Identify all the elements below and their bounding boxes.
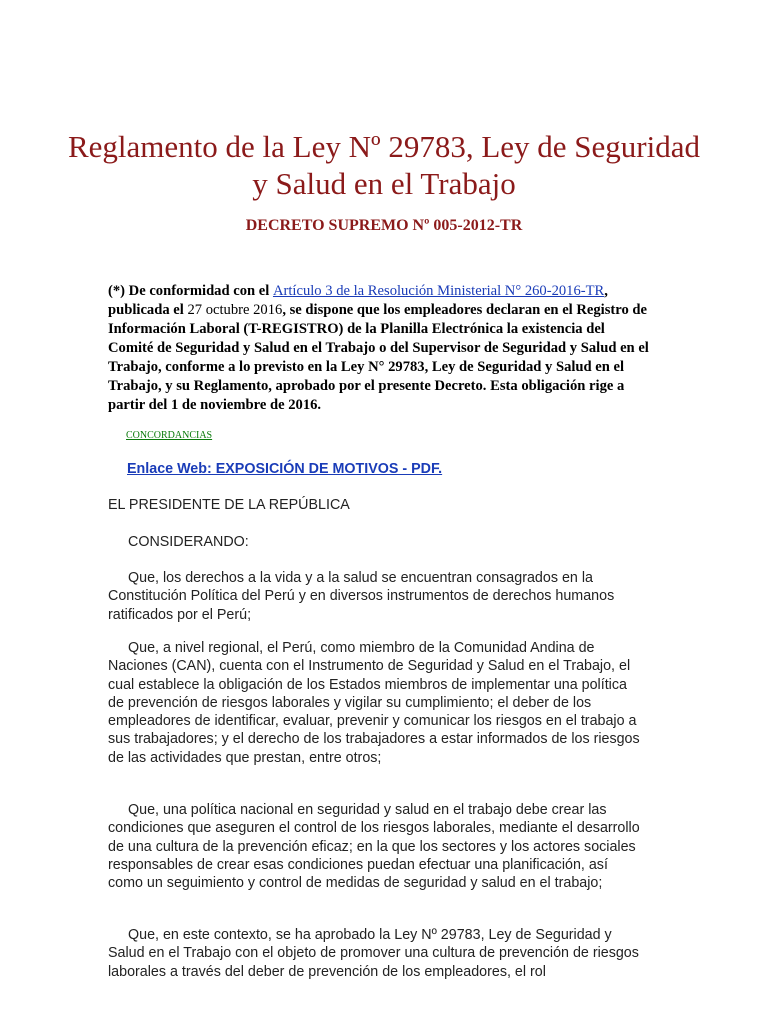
decree-heading: DECRETO SUPREMO Nº 005-2012-TR — [245, 217, 523, 234]
paragraph-2: Que, a nivel regional, el Perú, como miembro de la Comunidad Andina de Naciones (CAN), cuenta con el Instrumento de Seguridad y Salud en el Trabajo, el cual establece la obligación de los Estados miembros de implementar una política de prevención de riesgos laborales y vigilar su cumplimiento; el deber de los empleadores de identificar, evaluar, prevenir y comunicar los riesgos en el trabajo a sus trabajadores; y el derecho de los trabajadores a estar informados de los riesgos de las actividades que prestan, entre otros; — [108, 640, 640, 766]
modification-note — [108, 282, 653, 415]
concordancias-link[interactable]: CONCORDANCIAS — [126, 430, 213, 441]
paragraph-1: Que, los derechos a la vida y a la salud se encuentran consagrados en la Constitución Política del Perú y en diversos instrumentos de derechos humanos ratificados por el Perú; — [108, 570, 615, 623]
president-heading: EL PRESIDENTE DE LA REPÚBLICA — [108, 497, 350, 513]
note-text-3: , se dispone que los empleadores declaran en el Registro de Información Laboral (T-REGISTRO) de la Planilla Electrónica la existencia del Comité de Seguridad y Salud en el Trabajo o del Supervisor de Seguridad y Salud en el Trabajo, conforme a lo previsto en la Ley N° 29783, Ley de Seguridad y Salud en el Trabajo, y su Reglamento, aprobado por el presente Decreto. Esta obligación rige a partir del 1 de noviembre de 2016. — [108, 302, 649, 413]
paragraph-3: Que, una política nacional en seguridad y salud en el trabajo debe crear las condiciones que aseguren el control de los riesgos laborales, mediante el desarrollo de una cultura de la prevención eficaz; en la que los sectores y los actores sociales responsables de crear esas condiciones puedan efectuar una planificación, así como un seguimiento y control de medidas de seguridad y salud en el trabajo; — [108, 802, 640, 892]
web-link-exposicion[interactable]: Enlace Web: EXPOSICIÓN DE MOTIVOS - PDF. — [127, 461, 443, 477]
note-text-1: (*) De conformidad con el — [108, 283, 273, 299]
paragraph-4: Que, en este contexto, se ha aprobado la Ley Nº 29783, Ley de Seguridad y Salud en el Trabajo con el objeto de promover una cultura de prevención de riesgos laborales a través del deber de prevención de los empleadores, el rol — [108, 927, 639, 980]
note-text-2: , publicada el — [108, 283, 608, 318]
page-title: Reglamento de la Ley Nº 29783, Ley de Seguridad y Salud en el Trabajo — [67, 129, 701, 201]
resolution-link[interactable]: Artículo 3 de la Resolución Ministerial N° 260-2016-TR — [272, 283, 605, 299]
note-date: 27 octubre 2016 — [187, 302, 283, 318]
considerando-heading: CONSIDERANDO: — [128, 534, 249, 550]
